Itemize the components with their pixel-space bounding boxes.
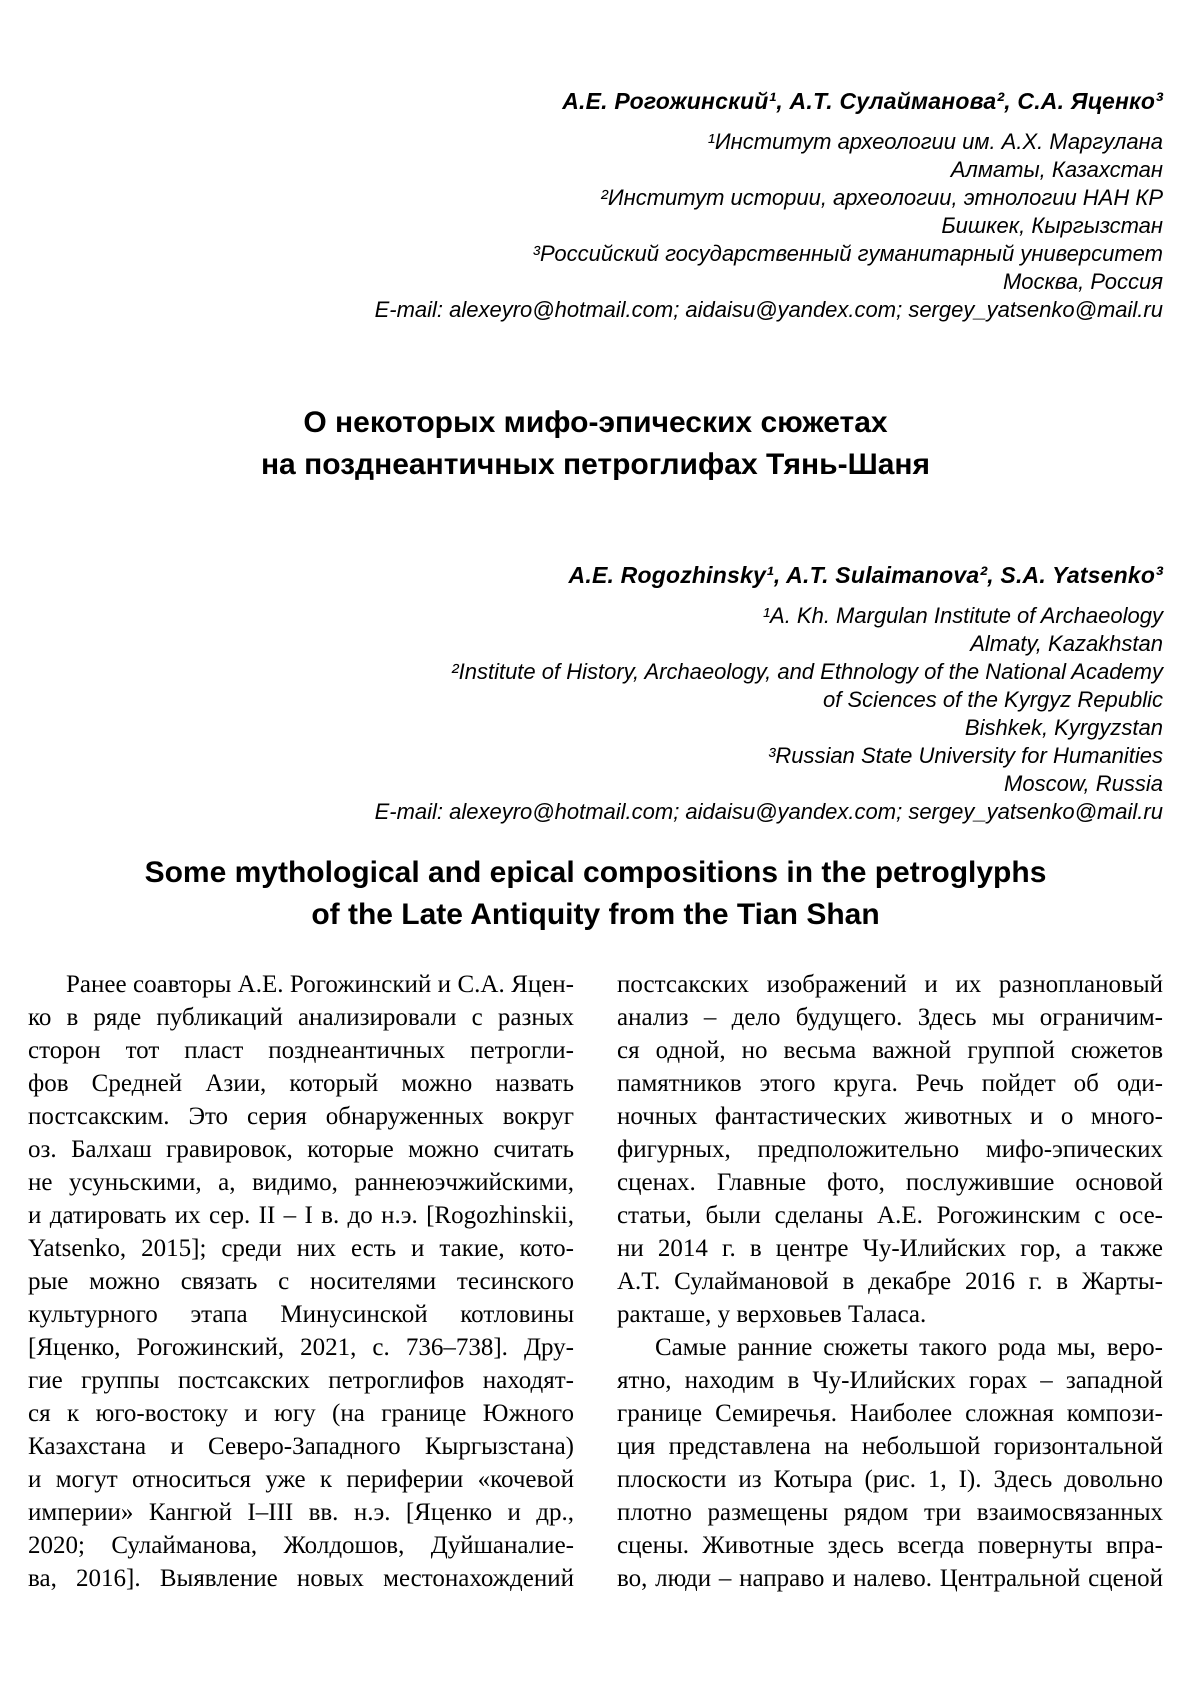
russian-title-line2: на позднеантичных петроглифах Тянь-Шаня bbox=[260, 448, 931, 481]
body-text-line: рые можно связать с носителями тесинского bbox=[28, 1268, 574, 1295]
body-text-line: сторон тот пласт позднеантичных петрогли- bbox=[28, 1037, 574, 1064]
body-text-line: фов Средней Азии, который можно назвать bbox=[28, 1070, 574, 1097]
english-affiliations bbox=[28, 602, 1163, 798]
english-title-line2: of the Late Antiquity from the Tian Shan bbox=[311, 898, 880, 931]
body-text-line: плоскости из Котыра (рис. 1, I). Здесь довольно bbox=[617, 1466, 1163, 1493]
affiliation-line: ¹Институт археологии им. А.Х. Маргулана bbox=[707, 129, 1163, 154]
body-text-line: ни 2014 г. в центре Чу-Илийских гор, а также bbox=[617, 1235, 1163, 1262]
english-email-line: E-mail: alexeyro@hotmail.com; aidaisu@yandex.com; sergey_yatsenko@mail.ru bbox=[374, 799, 1163, 824]
right-column bbox=[617, 968, 1163, 1595]
body-text-line: ракташе, у верховьев Таласа. bbox=[617, 1301, 927, 1328]
affiliation-line: Moscow, Russia bbox=[1004, 771, 1163, 796]
body-text-line: фигурных, предположительно мифо-эпических bbox=[617, 1136, 1163, 1163]
body-text-line: постсакских изображений и их разноплановый bbox=[617, 971, 1163, 998]
affiliation-line: ³Российский государственный гуманитарный университет bbox=[532, 241, 1163, 266]
body-text-line: ночных фантастических животных и о много- bbox=[617, 1103, 1163, 1130]
body-text-line: анализ – дело будущего. Здесь мы ограничим- bbox=[617, 1004, 1163, 1031]
affiliation-line: ²Институт истории, археологии, этнологии НАН КР bbox=[600, 185, 1163, 210]
body-text-line: памятников этого круга. Речь пойдет об оди- bbox=[617, 1070, 1163, 1097]
affiliation-line: of Sciences of the Kyrgyz Republic bbox=[823, 687, 1163, 712]
affiliation-line: Алматы, Казахстан bbox=[950, 157, 1163, 182]
body-text-line: ко в ряде публикаций анализировали с разных bbox=[28, 1004, 574, 1031]
body-text-line: Ранее соавторы А.Е. Рогожинский и С.А. Яцен- bbox=[66, 971, 574, 998]
russian-email-line: E-mail: alexeyro@hotmail.com; aidaisu@yandex.com; sergey_yatsenko@mail.ru bbox=[374, 297, 1163, 322]
left-column bbox=[28, 968, 574, 1595]
body-text-line: культурного этапа Минусинской котловины bbox=[28, 1301, 574, 1328]
affiliation-line: ¹A. Kh. Margulan Institute of Archaeology bbox=[762, 603, 1163, 628]
affiliation-line: Москва, Россия bbox=[1002, 269, 1163, 294]
affiliation-line: Bishkek, Kyrgyzstan bbox=[964, 715, 1163, 740]
article-body bbox=[28, 968, 1163, 1595]
english-title-line1: Some mythological and epical compositions in the petroglyphs bbox=[144, 856, 1047, 889]
russian-title-line1: О некоторых мифо-эпических сюжетах bbox=[303, 406, 888, 439]
english-authors-line: A.E. Rogozhinsky¹, A.T. Sulaimanova², S.A. Yatsenko³ bbox=[568, 562, 1163, 588]
russian-title bbox=[28, 402, 1163, 486]
body-text-line: ся одной, но весьма важной группой сюжетов bbox=[617, 1037, 1163, 1064]
affiliation-line: ²Institute of History, Archaeology, and Ethnology of the National Academy bbox=[451, 659, 1163, 684]
body-text-line: оз. Балхаш гравировок, которые можно считать bbox=[28, 1136, 574, 1163]
body-text-line: границе Семиречья. Наиболее сложная компози- bbox=[617, 1400, 1163, 1427]
body-text-line: А.Т. Сулаймановой в декабре 2016 г. в Жарты- bbox=[617, 1268, 1163, 1295]
body-text-line: империи» Кангюй I–III вв. н.э. [Яценко и др., bbox=[28, 1499, 574, 1526]
body-text-line: сцены. Животные здесь всегда повернуты впра- bbox=[617, 1532, 1163, 1559]
body-text-line: во, люди – направо и налево. Центральной сценой bbox=[617, 1565, 1163, 1592]
affiliation-line: ³Russian State University for Humanities bbox=[768, 743, 1163, 768]
english-author-block bbox=[28, 558, 1163, 826]
body-text-line: сценах. Главные фото, послужившие основой bbox=[617, 1169, 1163, 1196]
affiliation-line: Almaty, Kazakhstan bbox=[970, 631, 1163, 656]
russian-author-block bbox=[28, 84, 1163, 324]
body-text-line: ва, 2016]. Выявление новых местонахождений bbox=[28, 1565, 574, 1592]
russian-authors-line: А.Е. Рогожинский¹, А.Т. Сулайманова², С.А. Яценко³ bbox=[562, 88, 1163, 114]
body-text-line: и могут относиться уже к периферии «кочевой bbox=[28, 1466, 574, 1493]
body-text-line: постсакским. Это серия обнаруженных вокруг bbox=[28, 1103, 574, 1130]
body-text-line: Yatsenko, 2015]; среди них есть и такие, кото- bbox=[28, 1235, 574, 1262]
body-text-line: не усуньскими, а, видимо, раннеюэчжийскими, bbox=[28, 1169, 574, 1196]
body-text-line: ятно, находим в Чу-Илийских горах – западной bbox=[617, 1367, 1163, 1394]
russian-affiliations bbox=[28, 128, 1163, 296]
body-text-line: [Яценко, Рогожинский, 2021, с. 736–738]. Дру- bbox=[28, 1334, 574, 1361]
body-text-line: статьи, были сделаны А.Е. Рогожинским с осе- bbox=[617, 1202, 1163, 1229]
body-text-line: Самые ранние сюжеты такого рода мы, веро- bbox=[655, 1334, 1163, 1361]
affiliation-line: Бишкек, Кыргызстан bbox=[941, 213, 1163, 238]
english-title bbox=[28, 852, 1163, 936]
body-text-line: и датировать их сер. II – I в. до н.э. [Rogozhinskii, bbox=[28, 1202, 574, 1229]
body-text-line: плотно размещены рядом три взаимосвязанных bbox=[617, 1499, 1163, 1526]
body-text-line: ся к юго-востоку и югу (на границе Южного bbox=[28, 1400, 574, 1427]
body-text-line: ция представлена на небольшой горизонтальной bbox=[617, 1433, 1163, 1460]
body-text-line: гие группы постсакских петроглифов находят- bbox=[28, 1367, 574, 1394]
body-text-line: 2020; Сулайманова, Жолдошов, Дуйшаналие- bbox=[28, 1532, 574, 1559]
body-text-line: Казахстана и Северо-Западного Кыргызстана) bbox=[28, 1433, 574, 1460]
